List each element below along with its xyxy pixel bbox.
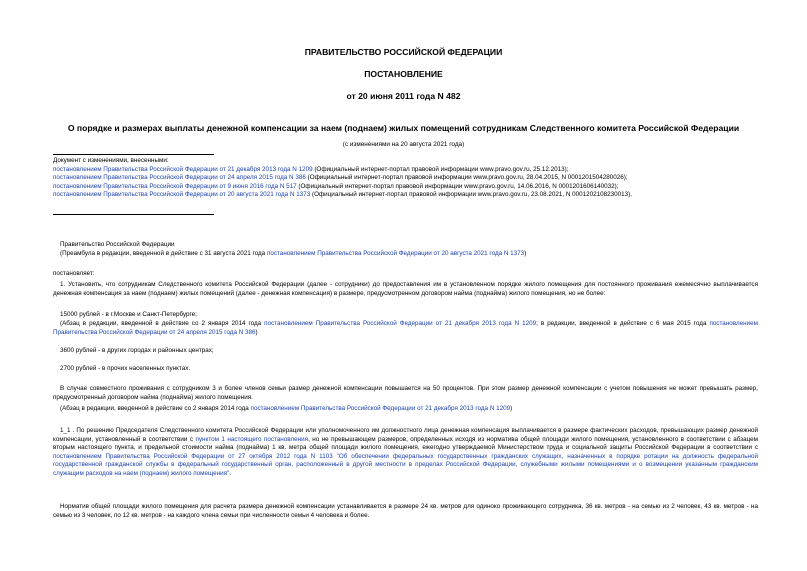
note-text: ) [524, 250, 527, 257]
divider-bottom [53, 214, 214, 215]
changes-intro: Документ с изменениями, внесенными: [53, 157, 169, 164]
divider-top [53, 154, 214, 155]
note2-link-2013[interactable]: постановлением Правительства Российской Федерации от 21 декабря 2013 года N 1209 [250, 405, 511, 412]
note-text: ) [255, 328, 258, 336]
note-text: (Абзац в редакции, введенной в действие со 2 января 2014 года [60, 405, 251, 412]
paragraph-norm: Норматив общей площади жилого помещения для расчета размера денежной компенсации устанавливается в размере 24 кв. метров для одиноко проживающего сотрудника, 36 кв. метров - на семью из 2 человек, 43 кв. метров - на семью из 3 человек, по 12 кв. метров - на каждого члена семьи при численности семьи 4 человека и более. [53, 503, 758, 519]
change-link-2015-386[interactable]: постановлением Правительства Российской Федерации от 24 апреля 2015 года N 386 [53, 174, 306, 182]
change-source: (Официальный интернет-портал правовой информации www.pravo.gov.ru, 14.06.2016, N 0001201606140032); [296, 182, 619, 190]
amount-cities: 3600 рублей - в других городах и районных центрах; [60, 347, 214, 354]
paragraph-1: 1. Установить, что сотрудникам Следственного комитета Российской Федерации (далее - сотрудники) до предоставления им в установленном порядке жилого помещения для постоянного проживания ежемесячно выплачивается денежная компенсация за наем (поднаем) жилых помещений (далее - денежная компенсация) в размере, предусмотренном договором найма (поднайма) жилого помещения, но не более: [53, 281, 758, 297]
paragraph-text: 1_1 . По решению Председателя Следственного комитета Российской Федерации или уполномоченного им должностного лица денежная компенсация выплачивается в размере фактических расходов, превышающих размер денежной компенсации, установленный в соответствии с [53, 427, 758, 443]
change-item [53, 174, 758, 183]
change-source: (Официальный интернет-портал правовой информации www.pravo.gov.ru, 23.08.2021, N 0001202108230013). [310, 191, 633, 199]
p1-1-link-point-1[interactable]: пунктом 1 настоящего постановления [195, 435, 309, 443]
change-item [53, 166, 758, 175]
change-link-2016-517[interactable]: постановлением Правительства Российской Федерации от 9 июня 2016 года N 517 [53, 182, 297, 190]
document-date-number: от 20 июня 2011 года N 482 [346, 91, 461, 101]
document-title: О порядке и размерах выплаты денежной компенсации за наем (поднаем) жилых помещений сотрудникам Следственного комитета Российской Федерации [67, 123, 740, 133]
note-paragraph-1 [53, 320, 758, 337]
changes-block [53, 157, 758, 200]
decrees-word: постановляет: [53, 270, 95, 277]
change-link-2013-1209[interactable]: постановлением Правительства Российской Федерации от 21 декабря 2013 года N 1209 [53, 165, 313, 173]
paragraph-1-1 [53, 427, 758, 479]
paragraph-cohabitation: В случае совместного проживания с сотрудником 3 и более членов семьи размер денежной компенсации повышается на 50 процентов. При этом размер денежной компенсации с учетом повышения не может превышать размер, предусмотренный договором найма (поднайма) жилого помещения. [53, 385, 758, 401]
preamble-note [53, 250, 758, 259]
preamble-note-link[interactable]: постановлением Правительства Российской Федерации от 20 августа 2021 года N 1373 [266, 250, 525, 257]
paragraph-text: , но не превышающем размеров, определенных исходя из норматива общей площади жилого помещения, установленного в соответствии с абзацем вторым настоящего пункта, и предельной стоимости найма (поднайма) 1 кв. метра общей площади жилого помещения, ежегодно утверждаемой Министерством труда и социальной защиты Российской Федерации в соответствии с [53, 435, 758, 452]
note1-link-2013[interactable]: постановлением Правительства Российской Федерации от 21 декабря 2013 года N 1209 [264, 320, 537, 327]
p1-1-link-2012-1103[interactable]: постановлением Правительства Российской Федерации от 27 октября 2012 года N 1103 "Об обеспечении федеральных государственных гражданских служащих, назначенных в порядке ротации на должность федеральной государственной гражданской службы в федеральный государственный орган, расположенный в другой местности в пределах Российской Федерации, служебными жилыми помещениями и о возмещении указанным гражданским служащим расходов на наем (поднаем) жилого помещения" [53, 452, 758, 477]
paragraph-text: . [229, 469, 232, 477]
government-heading: ПРАВИТЕЛЬСТВО РОССИЙСКОЙ ФЕДЕРАЦИИ [304, 47, 503, 57]
change-source: (Официальный интернет-портал правовой информации www.pravo.gov.ru, 28.04.2015, N 0001201504280026); [305, 174, 628, 182]
change-link-2021-1373[interactable]: постановлением Правительства Российской Федерации от 20 августа 2021 года N 1373 [53, 191, 311, 199]
revision-note: (с изменениями на 20 августа 2021 года) [342, 141, 465, 148]
note-text: (Абзац в редакции, введенной в действие со 2 января 2014 года [60, 320, 265, 327]
preamble: Правительство Российской Федерации [60, 241, 175, 248]
amount-other: 2700 рублей - в прочих населенных пунктах. [60, 365, 191, 372]
note-text: ; в редакции, введенной в действие с 6 мая 2015 года [536, 320, 710, 327]
note-text: ) [510, 405, 513, 412]
note-text: (Преамбула в редакции, введенной в действие с 31 августа 2021 года [60, 250, 267, 257]
change-source: (Официальный интернет-портал правовой информации www.pravo.gov.ru, 25.12.2013); [312, 165, 569, 173]
change-item [53, 191, 758, 200]
note1-link-2015[interactable]: постановлением Правительства Российской Федерации от 24 апреля 2015 года N 386 [53, 320, 758, 336]
document-type: ПОСТАНОВЛЕНИЕ [364, 69, 443, 79]
note-paragraph-2 [53, 405, 758, 414]
amount-moscow: 15000 рублей - в г.Москве и Санкт-Петербурге; [60, 311, 197, 318]
